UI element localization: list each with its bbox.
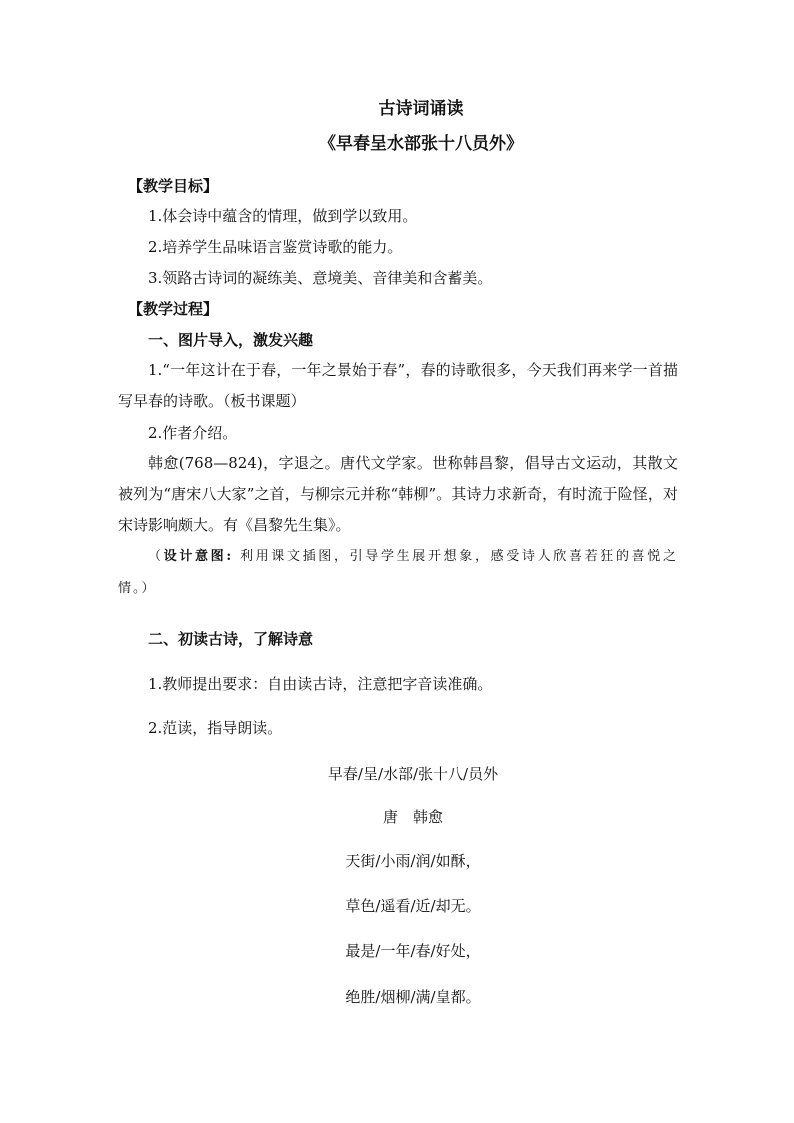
poem-line: 绝胜/烟柳/满/皇都。 [345, 988, 481, 1006]
poem-line: 最是/一年/春/好处， [345, 942, 481, 960]
section1-heading: 一、图片导入，激发兴趣 [148, 331, 314, 349]
design-intent-text: 利用课文插图，引导学生展开想象，感受诗人欣喜若狂的喜悦之情。） [118, 549, 678, 596]
goal-item: 1.体会诗中蕴含的情理，做到学以致用。 [148, 207, 418, 225]
goals-heading: 【教学目标】 [128, 177, 219, 195]
section2-item1: 1.教师提出要求：自由读古诗，注意把字音读准确。 [148, 675, 493, 693]
poem-line: 草色/遥看/近/却无。 [345, 897, 481, 915]
section2-heading: 二、初读古诗，了解诗意 [148, 630, 314, 648]
author-intro: 韩愈(768—824)，字退之。唐代文学家。世称韩昌黎，倡导古文运动，其散文被列为“唐宋八大家”之首，与柳宗元并称“韩柳”。其诗力求新奇，有时流于险怪，对宋诗影响颇大。有《昌黎先生集》。 [118, 454, 678, 534]
note-open-paren: （ [148, 549, 164, 564]
section1-item2: 2.作者介绍。 [148, 424, 238, 442]
poem-title: 早春/呈/水部/张十八/员外 [327, 765, 499, 783]
goal-item: 2.培养学生品味语言鉴赏诗歌的能力。 [148, 238, 403, 256]
page-subtitle: 《早春呈水部张十八员外》 [319, 134, 523, 154]
process-heading: 【教学过程】 [128, 300, 219, 318]
section1-item1: 1.“一年这计在于春，一年之景始于春”，春的诗歌很多，今天我们再来学一首描写早春的诗歌。（板书课题） [118, 361, 678, 410]
goal-item: 3.领路古诗词的凝练美、意境美、音律美和含蓄美。 [148, 269, 493, 287]
design-intent-note [118, 541, 678, 605]
page-title: 古诗词诵读 [378, 99, 464, 119]
section2-item2: 2.范读，指导朗读。 [148, 719, 283, 737]
design-intent-label: 设计意图: [163, 549, 234, 564]
poem-line: 天街/小雨/润/如酥， [345, 852, 481, 870]
poem-author: 唐 韩愈 [382, 808, 443, 826]
